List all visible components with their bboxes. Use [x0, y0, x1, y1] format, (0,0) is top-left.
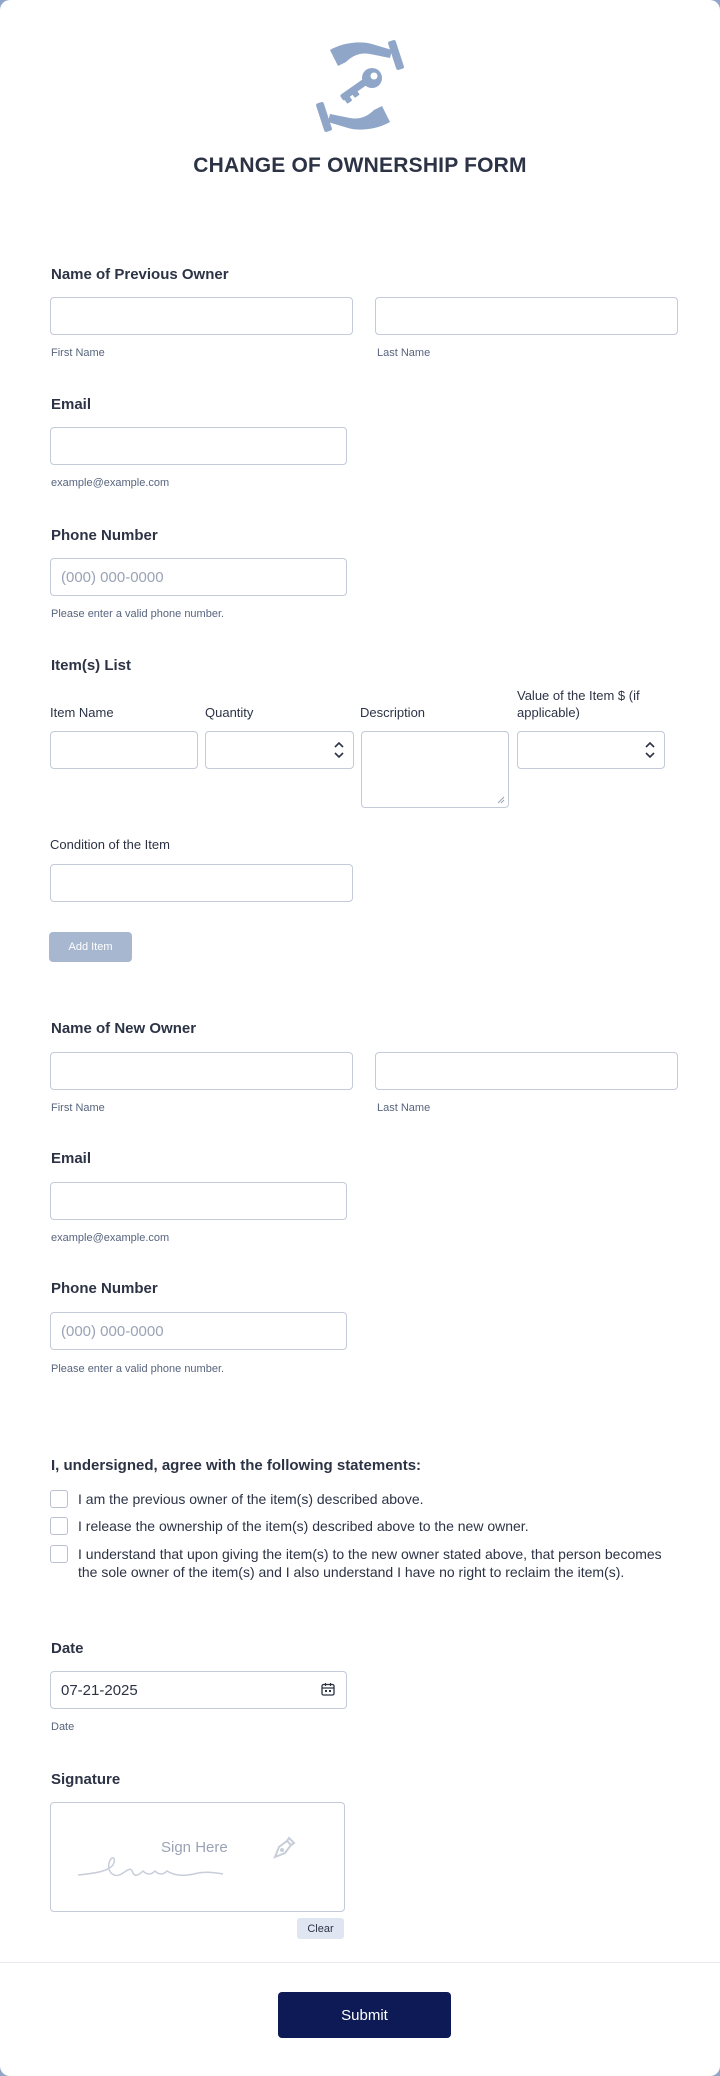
statement-2-checkbox[interactable] [50, 1517, 68, 1535]
previous-owner-phone-sublabel: Please enter a valid phone number. [51, 608, 225, 620]
footer-divider [0, 1962, 720, 1963]
previous-owner-email-label: Email [51, 396, 92, 413]
condition-label: Condition of the Item [50, 837, 170, 852]
date-sublabel: Date [51, 1721, 75, 1733]
new-owner-last-name-sublabel: Last Name [377, 1102, 431, 1114]
description-textarea[interactable] [361, 731, 509, 808]
submit-button[interactable]: Submit [278, 1992, 451, 2038]
previous-owner-email-input[interactable] [50, 427, 347, 465]
form-title: CHANGE OF OWNERSHIP FORM [193, 154, 527, 177]
signature-scribble-icon [73, 1843, 273, 1883]
new-owner-first-name-sublabel: First Name [51, 1102, 105, 1114]
statement-3-checkbox[interactable] [50, 1545, 68, 1563]
new-owner-email-input[interactable] [50, 1182, 347, 1220]
hands-with-key-icon [300, 36, 420, 136]
item-name-input[interactable] [50, 731, 198, 769]
previous-owner-phone-input[interactable] [50, 558, 347, 596]
previous-owner-label: Name of Previous Owner [51, 266, 229, 283]
previous-owner-last-name-input[interactable] [375, 297, 678, 335]
new-owner-label: Name of New Owner [51, 1020, 197, 1037]
signature-pad[interactable] [50, 1802, 345, 1912]
new-owner-phone-input[interactable] [50, 1312, 347, 1350]
items-col-description: Description [360, 705, 426, 720]
signature-label: Signature [51, 1771, 121, 1788]
spinner-arrows-icon[interactable] [334, 741, 344, 759]
quantity-input[interactable] [205, 731, 354, 769]
items-col-item-name: Item Name [50, 705, 114, 720]
item-value-stepper[interactable] [517, 731, 665, 769]
new-owner-email-sublabel: example@example.com [51, 1232, 170, 1244]
items-col-value-line2: applicable) [517, 705, 580, 720]
add-item-button[interactable]: Add Item [49, 932, 132, 962]
resize-grip-icon[interactable] [497, 796, 505, 804]
item-value-input[interactable] [517, 731, 665, 769]
statement-1-checkbox[interactable] [50, 1490, 68, 1508]
calendar-icon[interactable] [321, 1682, 335, 1696]
previous-owner-last-name-sublabel: Last Name [377, 347, 431, 359]
spinner-arrows-icon[interactable] [645, 741, 655, 759]
quantity-stepper[interactable] [205, 731, 354, 769]
previous-owner-phone-label: Phone Number [51, 527, 158, 544]
new-owner-email-label: Email [51, 1150, 92, 1167]
date-label: Date [51, 1640, 84, 1657]
previous-owner-first-name-sublabel: First Name [51, 347, 105, 359]
clear-signature-button[interactable]: Clear [297, 1918, 344, 1939]
statement-2-text: I release the ownership of the item(s) described above to the new owner. [78, 1518, 529, 1534]
items-list-label: Item(s) List [51, 657, 132, 674]
pen-icon [269, 1835, 297, 1863]
date-input[interactable] [50, 1671, 347, 1709]
agreement-label: I, undersigned, agree with the following statements: [51, 1457, 422, 1474]
previous-owner-first-name-input[interactable] [50, 297, 353, 335]
previous-owner-email-sublabel: example@example.com [51, 477, 170, 489]
new-owner-phone-label: Phone Number [51, 1280, 158, 1297]
statement-1-text: I am the previous owner of the item(s) described above. [78, 1491, 424, 1507]
items-col-quantity: Quantity [205, 705, 254, 720]
condition-input[interactable] [50, 864, 353, 902]
items-col-value-line1: Value of the Item $ (if [517, 688, 640, 703]
new-owner-first-name-input[interactable] [50, 1052, 353, 1090]
new-owner-phone-sublabel: Please enter a valid phone number. [51, 1363, 225, 1375]
new-owner-last-name-input[interactable] [375, 1052, 678, 1090]
statement-3-text: I understand that upon giving the item(s) to the new owner stated above, that person becomes the sole owner of the item(s) and I also understand I have no right to reclaim the item(s). [78, 1546, 662, 1580]
signature-placeholder: Sign Here [161, 1839, 228, 1856]
